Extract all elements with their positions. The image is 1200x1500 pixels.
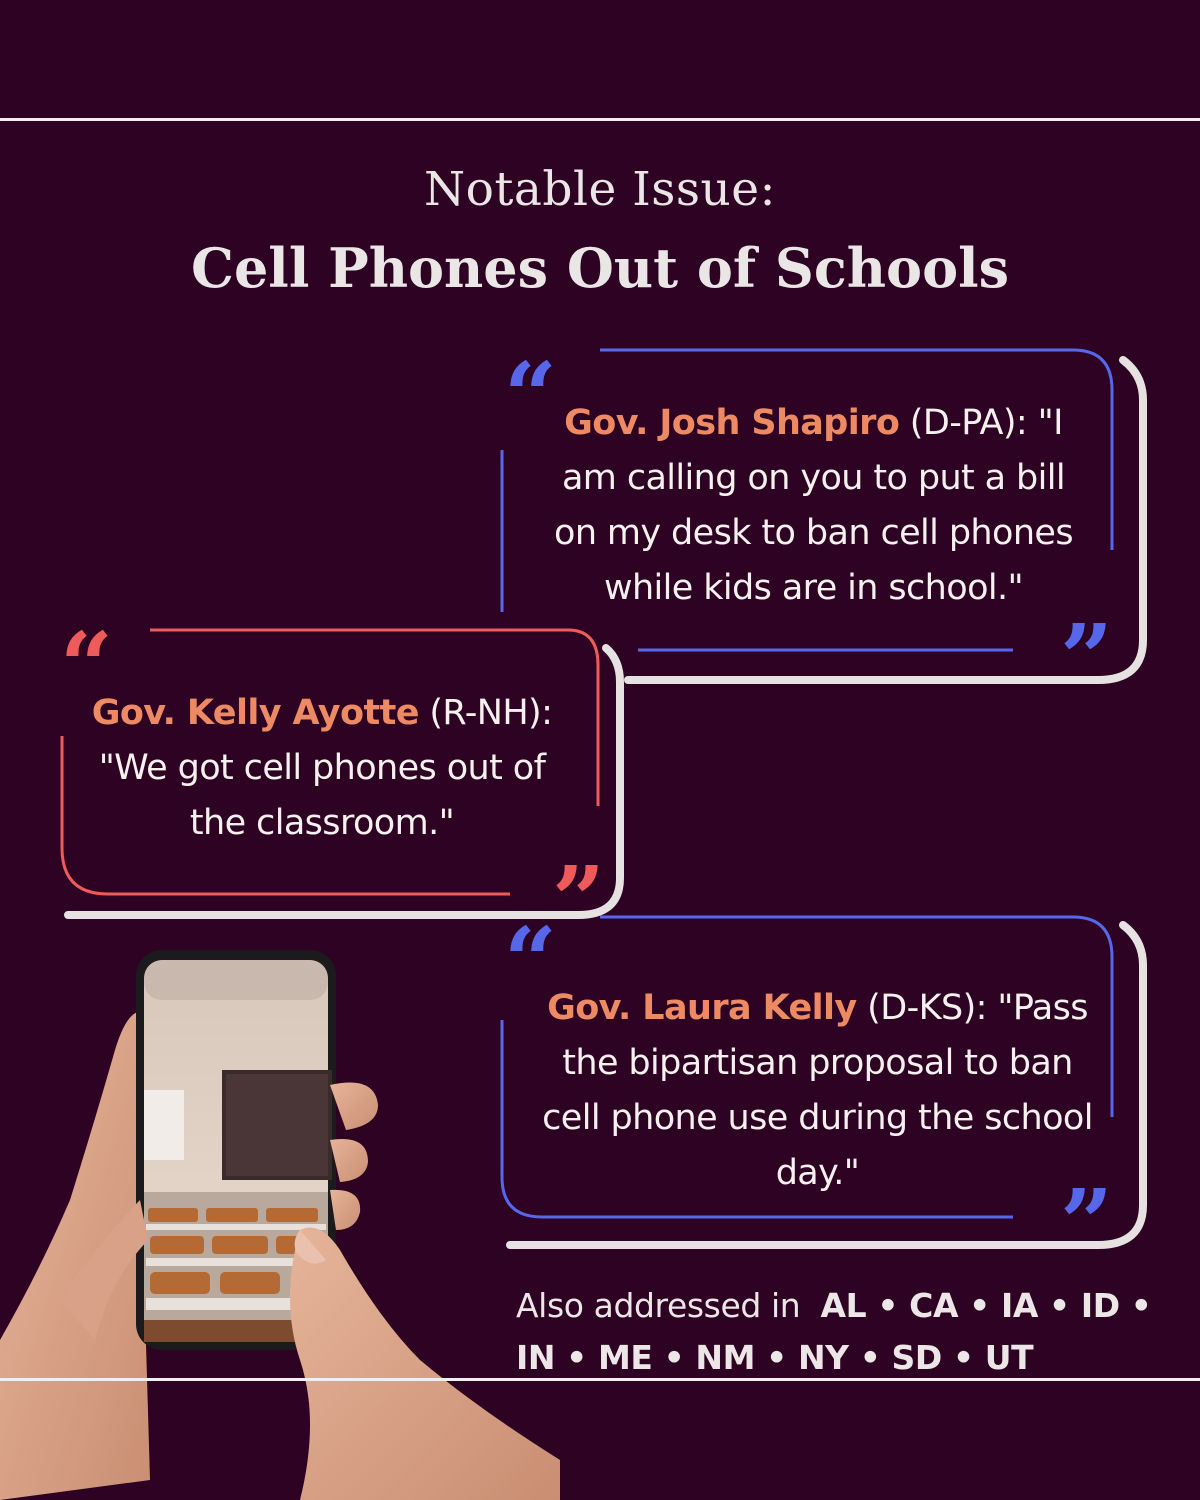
close-quote-icon: ” [1060,604,1113,712]
quote-text-shapiro [536,396,1091,616]
close-quote-icon: ” [552,846,605,954]
open-quote-icon: “ [504,907,557,1015]
title-line-2: Cell Phones Out of Schools [190,236,1010,300]
top-divider [0,118,1200,121]
page-title [0,158,1200,310]
hand-holding-phone-classroom-icon [0,940,560,1500]
quote-body-shapiro: (D-PA): "I am calling on you to put a bill on my desk to ban cell phones while kids are in school." [554,403,1073,608]
speaker-shapiro: Gov. Josh Shapiro [564,403,900,443]
speaker-kelly: Gov. Laura Kelly [547,988,857,1028]
open-quote-icon: “ [60,612,113,720]
quote-body-ayotte: (R-NH): "We got cell phones out of the classroom." [98,693,553,843]
also-addressed-states [516,1280,1156,1384]
open-quote-icon: “ [504,342,557,450]
also-addressed-label: Also addressed in [516,1286,801,1325]
close-quote-icon: ” [1060,1169,1113,1277]
title-line-1: Notable Issue: [424,162,776,217]
quote-body-kelly: (D-KS): "Pass the bipartisan proposal to ban cell phone use during the school day." [542,988,1093,1193]
bottom-divider [0,1378,1200,1381]
quote-bubble-kelly [498,905,1148,1277]
state-list: AL • CA • IA • ID • IN • ME • NM • NY • SD • UT [516,1286,1152,1377]
quote-text-ayotte [72,686,572,851]
quote-text-kelly [540,981,1095,1201]
speaker-ayotte: Gov. Kelly Ayotte [91,693,419,733]
quote-bubble-ayotte [58,612,638,954]
